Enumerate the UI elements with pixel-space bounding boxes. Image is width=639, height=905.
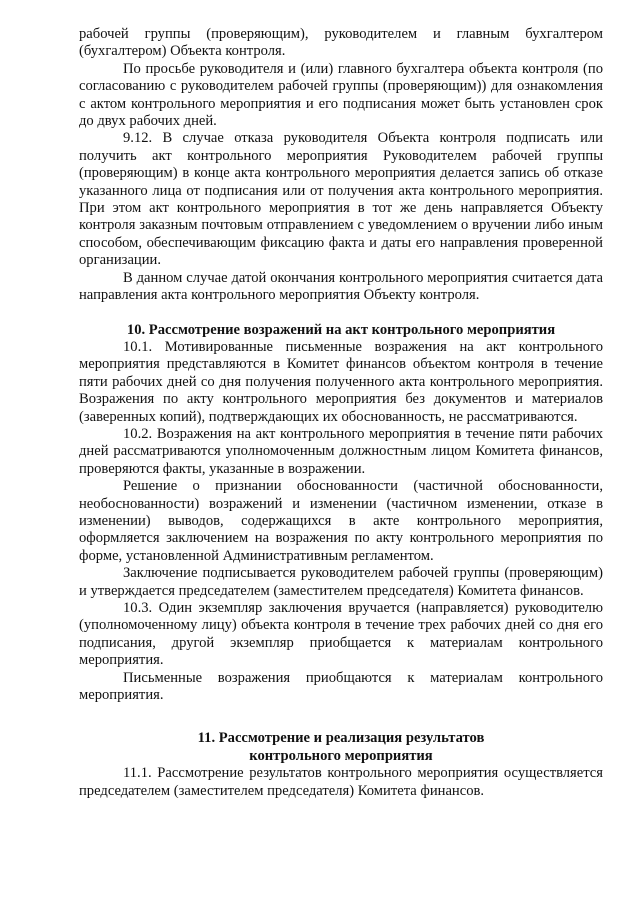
paragraph-9-12: 9.12. В случае отказа руководителя Объекта контроля подписать или получить акт контрольного мероприятия Руководителем рабочей группы (проверяющим) в конце акта контрольного мероприятия делается запись об отказе указанного лица от подписания или от получения акта контрольного мероприятия. При этом акт контрольного мероприятия в тот же день направляется Объекту контроля заказным почтовым отправлением с уведомлением о вручении либо иным способом, обеспечивающим фиксацию факта и даты его направления проверенной организации. — [79, 130, 603, 269]
section-heading-10: 10. Рассмотрение возражений на акт контрольного мероприятия — [126, 321, 556, 338]
section-heading-11 — [79, 730, 603, 765]
paragraph-end-date: В данном случае датой окончания контрольного мероприятия считается дата направления акта контрольного мероприятия Объекту контроля. — [79, 269, 603, 304]
spacer — [79, 305, 603, 322]
paragraph-10-1: 10.1. Мотивированные письменные возражения на акт контрольного мероприятия представляются в Комитет финансов объектом контроля в течение пяти рабочих дней со дня получения полученного акта контрольного мероприятия. Возражения по акту контрольного мероприятия без документов и материалов (заверенных копий), подтверждающих их обоснованность, не рассматриваются. — [79, 338, 603, 425]
paragraph-10-3: 10.3. Один экземпляр заключения вручается (направляется) руководителю (уполномоченному лицу) объекта контроля в течение трех рабочих дней со дня его подписания, другой экземпляр приобщается к материалам контрольного мероприятия. — [79, 600, 603, 669]
paragraph-continuation: рабочей группы (проверяющим), руководителем и главным бухгалтером (бухгалтером) Объекта контроля. — [79, 26, 603, 60]
paragraph-objections: Письменные возражения приобщаются к материалам контрольного мероприятия. — [79, 669, 603, 704]
paragraph-conclusion: Заключение подписывается руководителем рабочей группы (проверяющим) и утверждается председателем (заместителем председателя) Комитета финансов. — [79, 565, 603, 599]
paragraph-10-2: 10.2. Возражения на акт контрольного мероприятия в течение пяти рабочих дней рассматриваются уполномоченным должностным лицом Комитета финансов, проверяются факты, указанные в возражении. — [79, 425, 603, 477]
paragraph-decision: Решение о признании обоснованности (частичной обоснованности, необоснованности) возражений и изменении (частичном изменении, отказе в изменении) выводов, содержащихся в акте контрольного мероприятия, оформляется заключением на возражения по акту контрольного мероприятия по форме, установленной Административным регламентом. — [79, 478, 603, 564]
paragraph-review-period: По просьбе руководителя и (или) главного бухгалтера объекта контроля (по согласованию с руководителем рабочей группы (проверяющим)) для ознакомления с актом контрольного мероприятия и его подписания может быть установлен срок до двух рабочих дней. — [79, 60, 603, 130]
section-heading-11-line2: контрольного мероприятия — [249, 747, 433, 764]
spacer — [79, 704, 603, 730]
paragraph-11-1: 11.1. Рассмотрение результатов контрольного мероприятия осуществляется председателем (заместителем председателя) Комитета финансов. — [79, 765, 603, 799]
document-page — [79, 26, 603, 800]
section-heading-11-line1: 11. Рассмотрение и реализация результатов — [197, 730, 485, 747]
